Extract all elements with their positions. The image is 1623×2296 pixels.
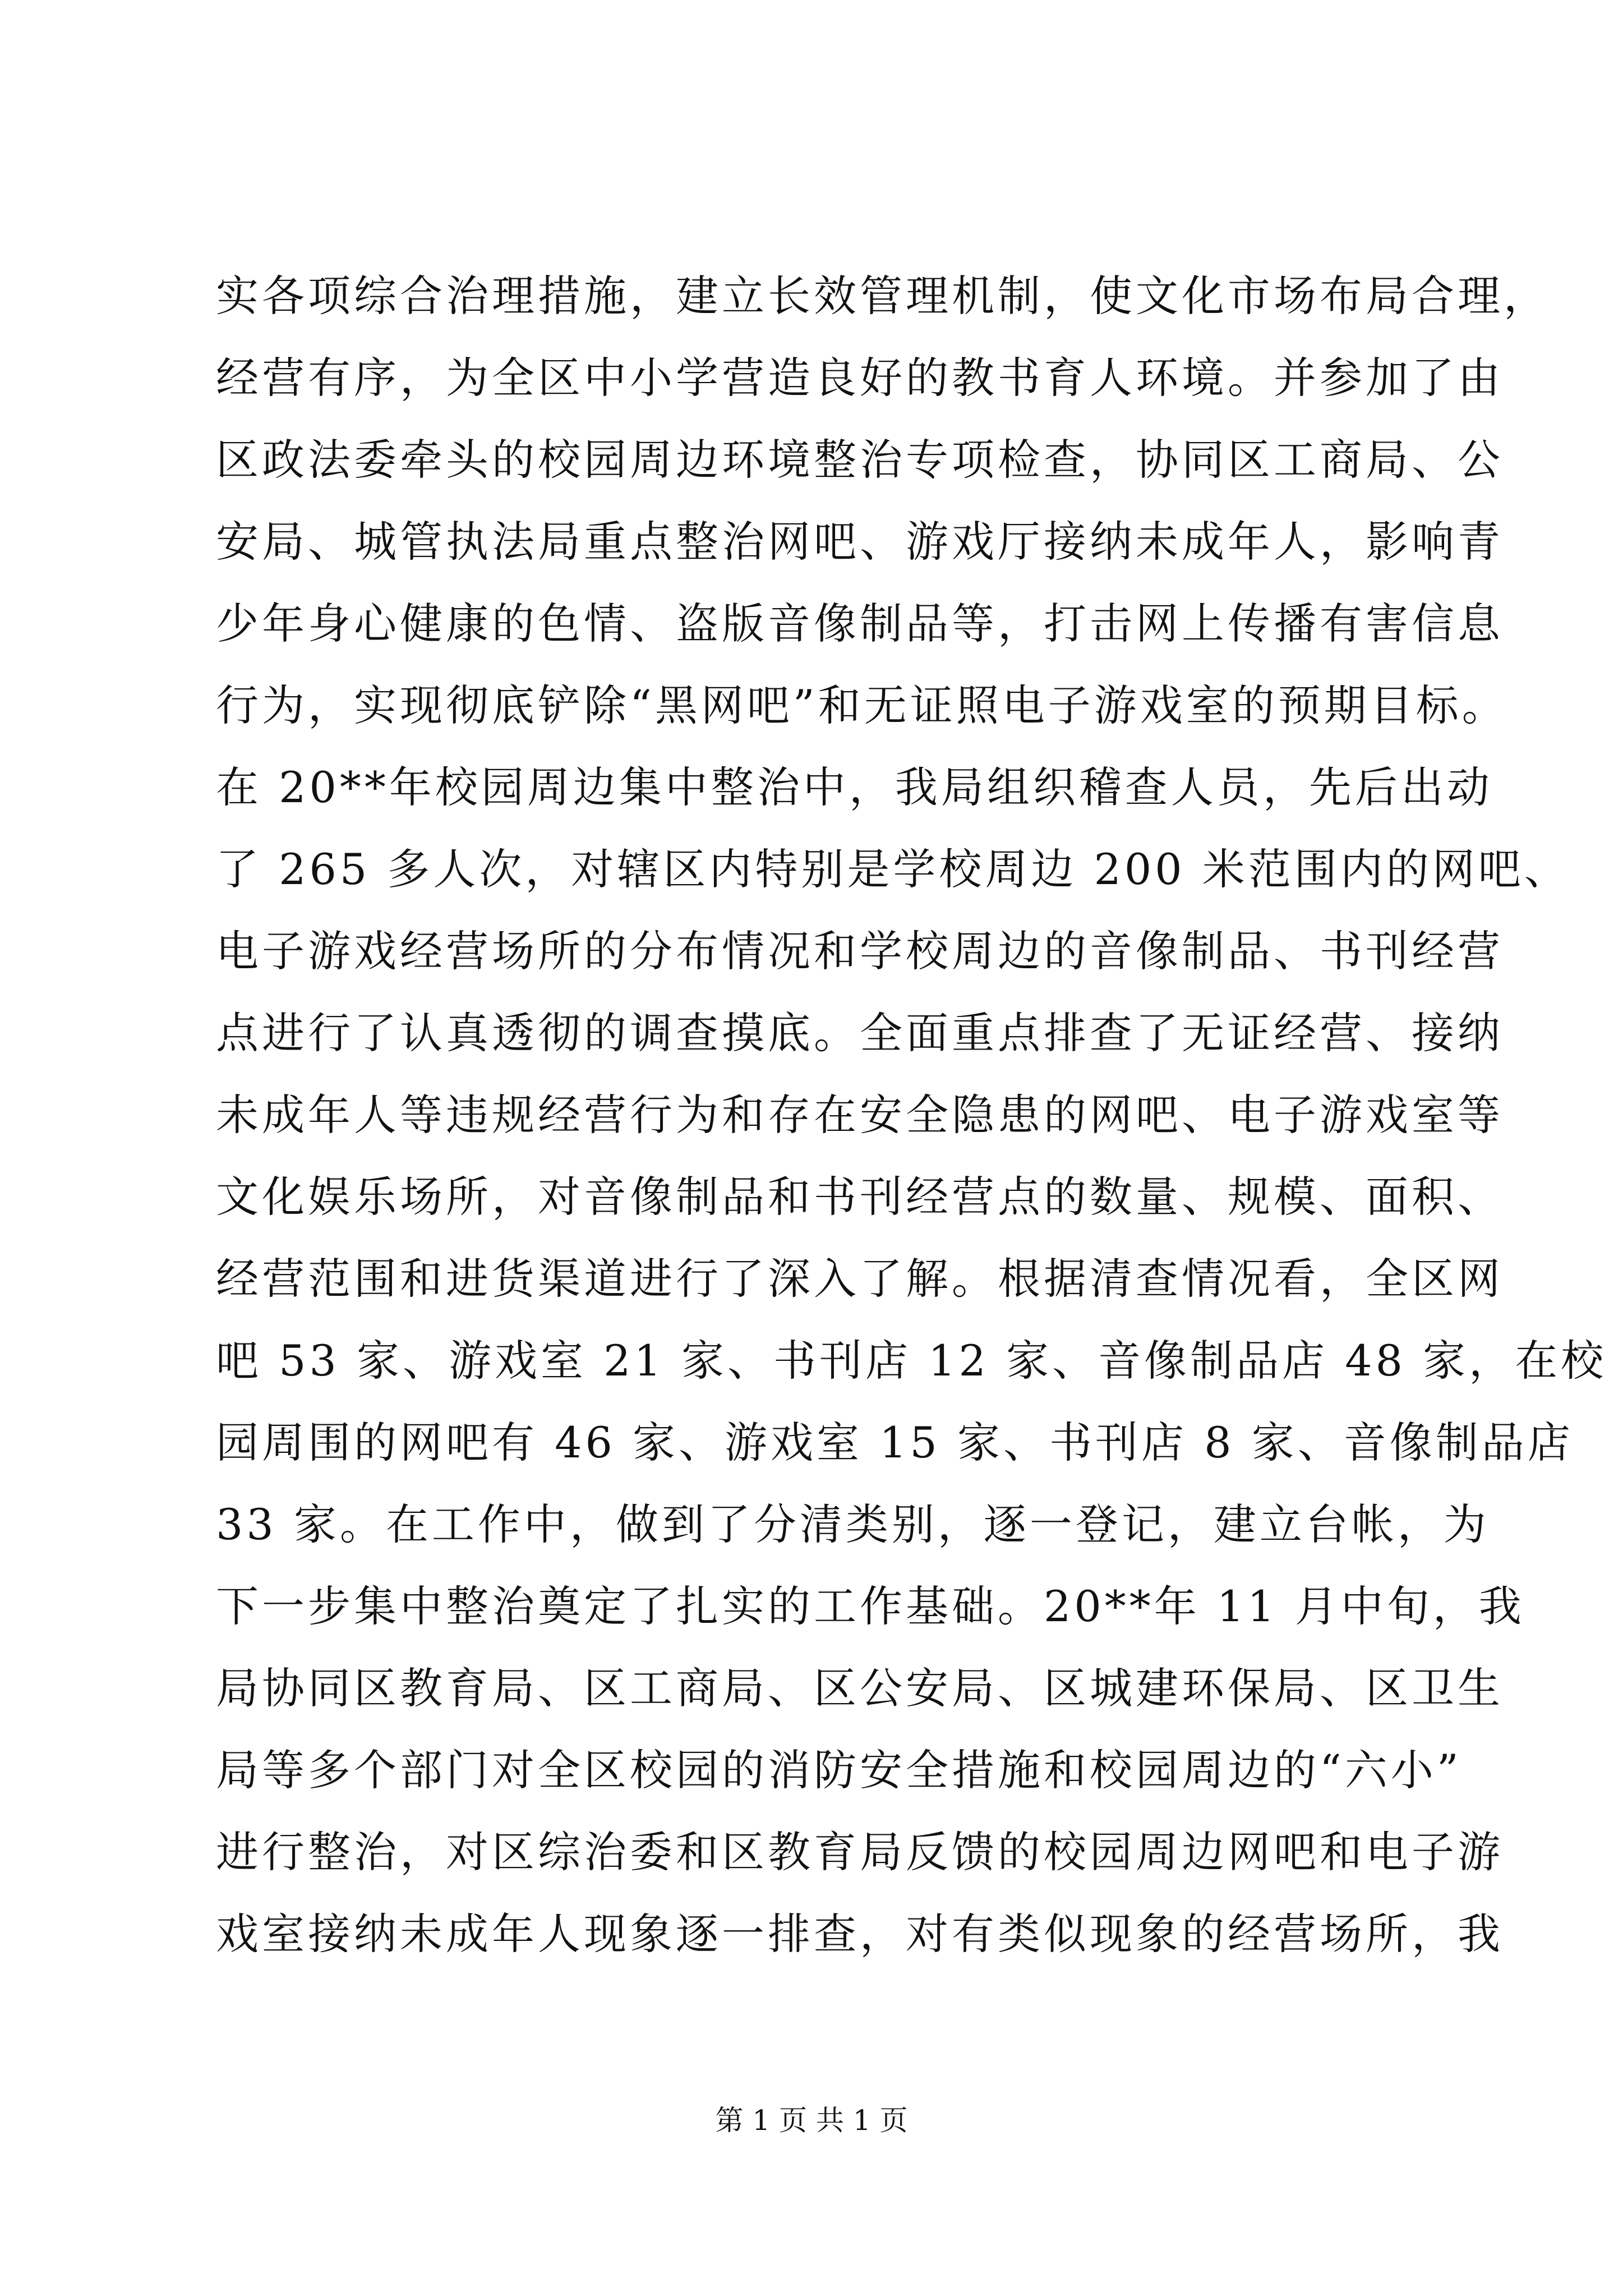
text-line: 未成年人等违规经营行为和存在安全隐患的网吧、电子游戏室等	[216, 1090, 1504, 1140]
text-line: 吧 53 家、游戏室 21 家、书刊店 12 家、音像制品店 48 家，在校	[216, 1336, 1607, 1386]
text-line: 点进行了认真透彻的调查摸底。全面重点排查了无证经营、接纳	[216, 1008, 1504, 1058]
text-line: 实各项综合治理措施，建立长效管理机制，使文化市场布局合理，	[216, 271, 1550, 321]
text-line: 文化娱乐场所，对音像制品和书刊经营点的数量、规模、面积、	[216, 1172, 1504, 1222]
text-line: 戏室接纳未成年人现象逐一排查，对有类似现象的经营场所，我	[216, 1909, 1504, 1959]
text-line: 园周围的网吧有 46 家、游戏室 15 家、书刊店 8 家、音像制品店	[216, 1418, 1574, 1467]
text-line: 局协同区教育局、区工商局、区公安局、区城建环保局、区卫生	[216, 1663, 1504, 1713]
text-line: 了 265 多人次，对辖区内特别是学校周边 200 米范围内的网吧、	[216, 844, 1570, 894]
text-line: 行为，实现彻底铲除“黑网吧”和无证照电子游戏室的预期目标。	[216, 680, 1508, 730]
text-line: 下一步集中整治奠定了扎实的工作基础。20**年 11 月中旬，我	[216, 1581, 1525, 1631]
text-line: 安局、城管执法局重点整治网吧、游戏厅接纳未成年人，影响青	[216, 517, 1504, 567]
text-line: 区政法委牵头的校园周边环境整治专项检查，协同区工商局、公	[216, 435, 1504, 485]
page-footer: 第 1 页 共 1 页	[715, 2104, 908, 2137]
text-line: 少年身心健康的色情、盗版音像制品等，打击网上传播有害信息	[216, 599, 1504, 648]
text-line: 经营范围和进货渠道进行了深入了解。根据清查情况看，全区网	[216, 1254, 1504, 1304]
text-line: 在 20**年校园周边集中整治中，我局组织稽查人员，先后出动	[216, 762, 1493, 812]
text-line: 局等多个部门对全区校园的消防安全措施和校园周边的“六小”	[216, 1745, 1462, 1795]
text-line: 经营有序，为全区中小学营造良好的教书育人环境。并参加了由	[216, 353, 1504, 403]
text-line: 电子游戏经营场所的分布情况和学校周边的音像制品、书刊经营	[216, 926, 1504, 976]
text-line: 进行整治，对区综治委和区教育局反馈的校园周边网吧和电子游	[216, 1827, 1504, 1877]
text-line: 33 家。在工作中，做到了分清类别，逐一登记，建立台帐，为	[216, 1499, 1490, 1549]
body-text	[216, 255, 1607, 1975]
